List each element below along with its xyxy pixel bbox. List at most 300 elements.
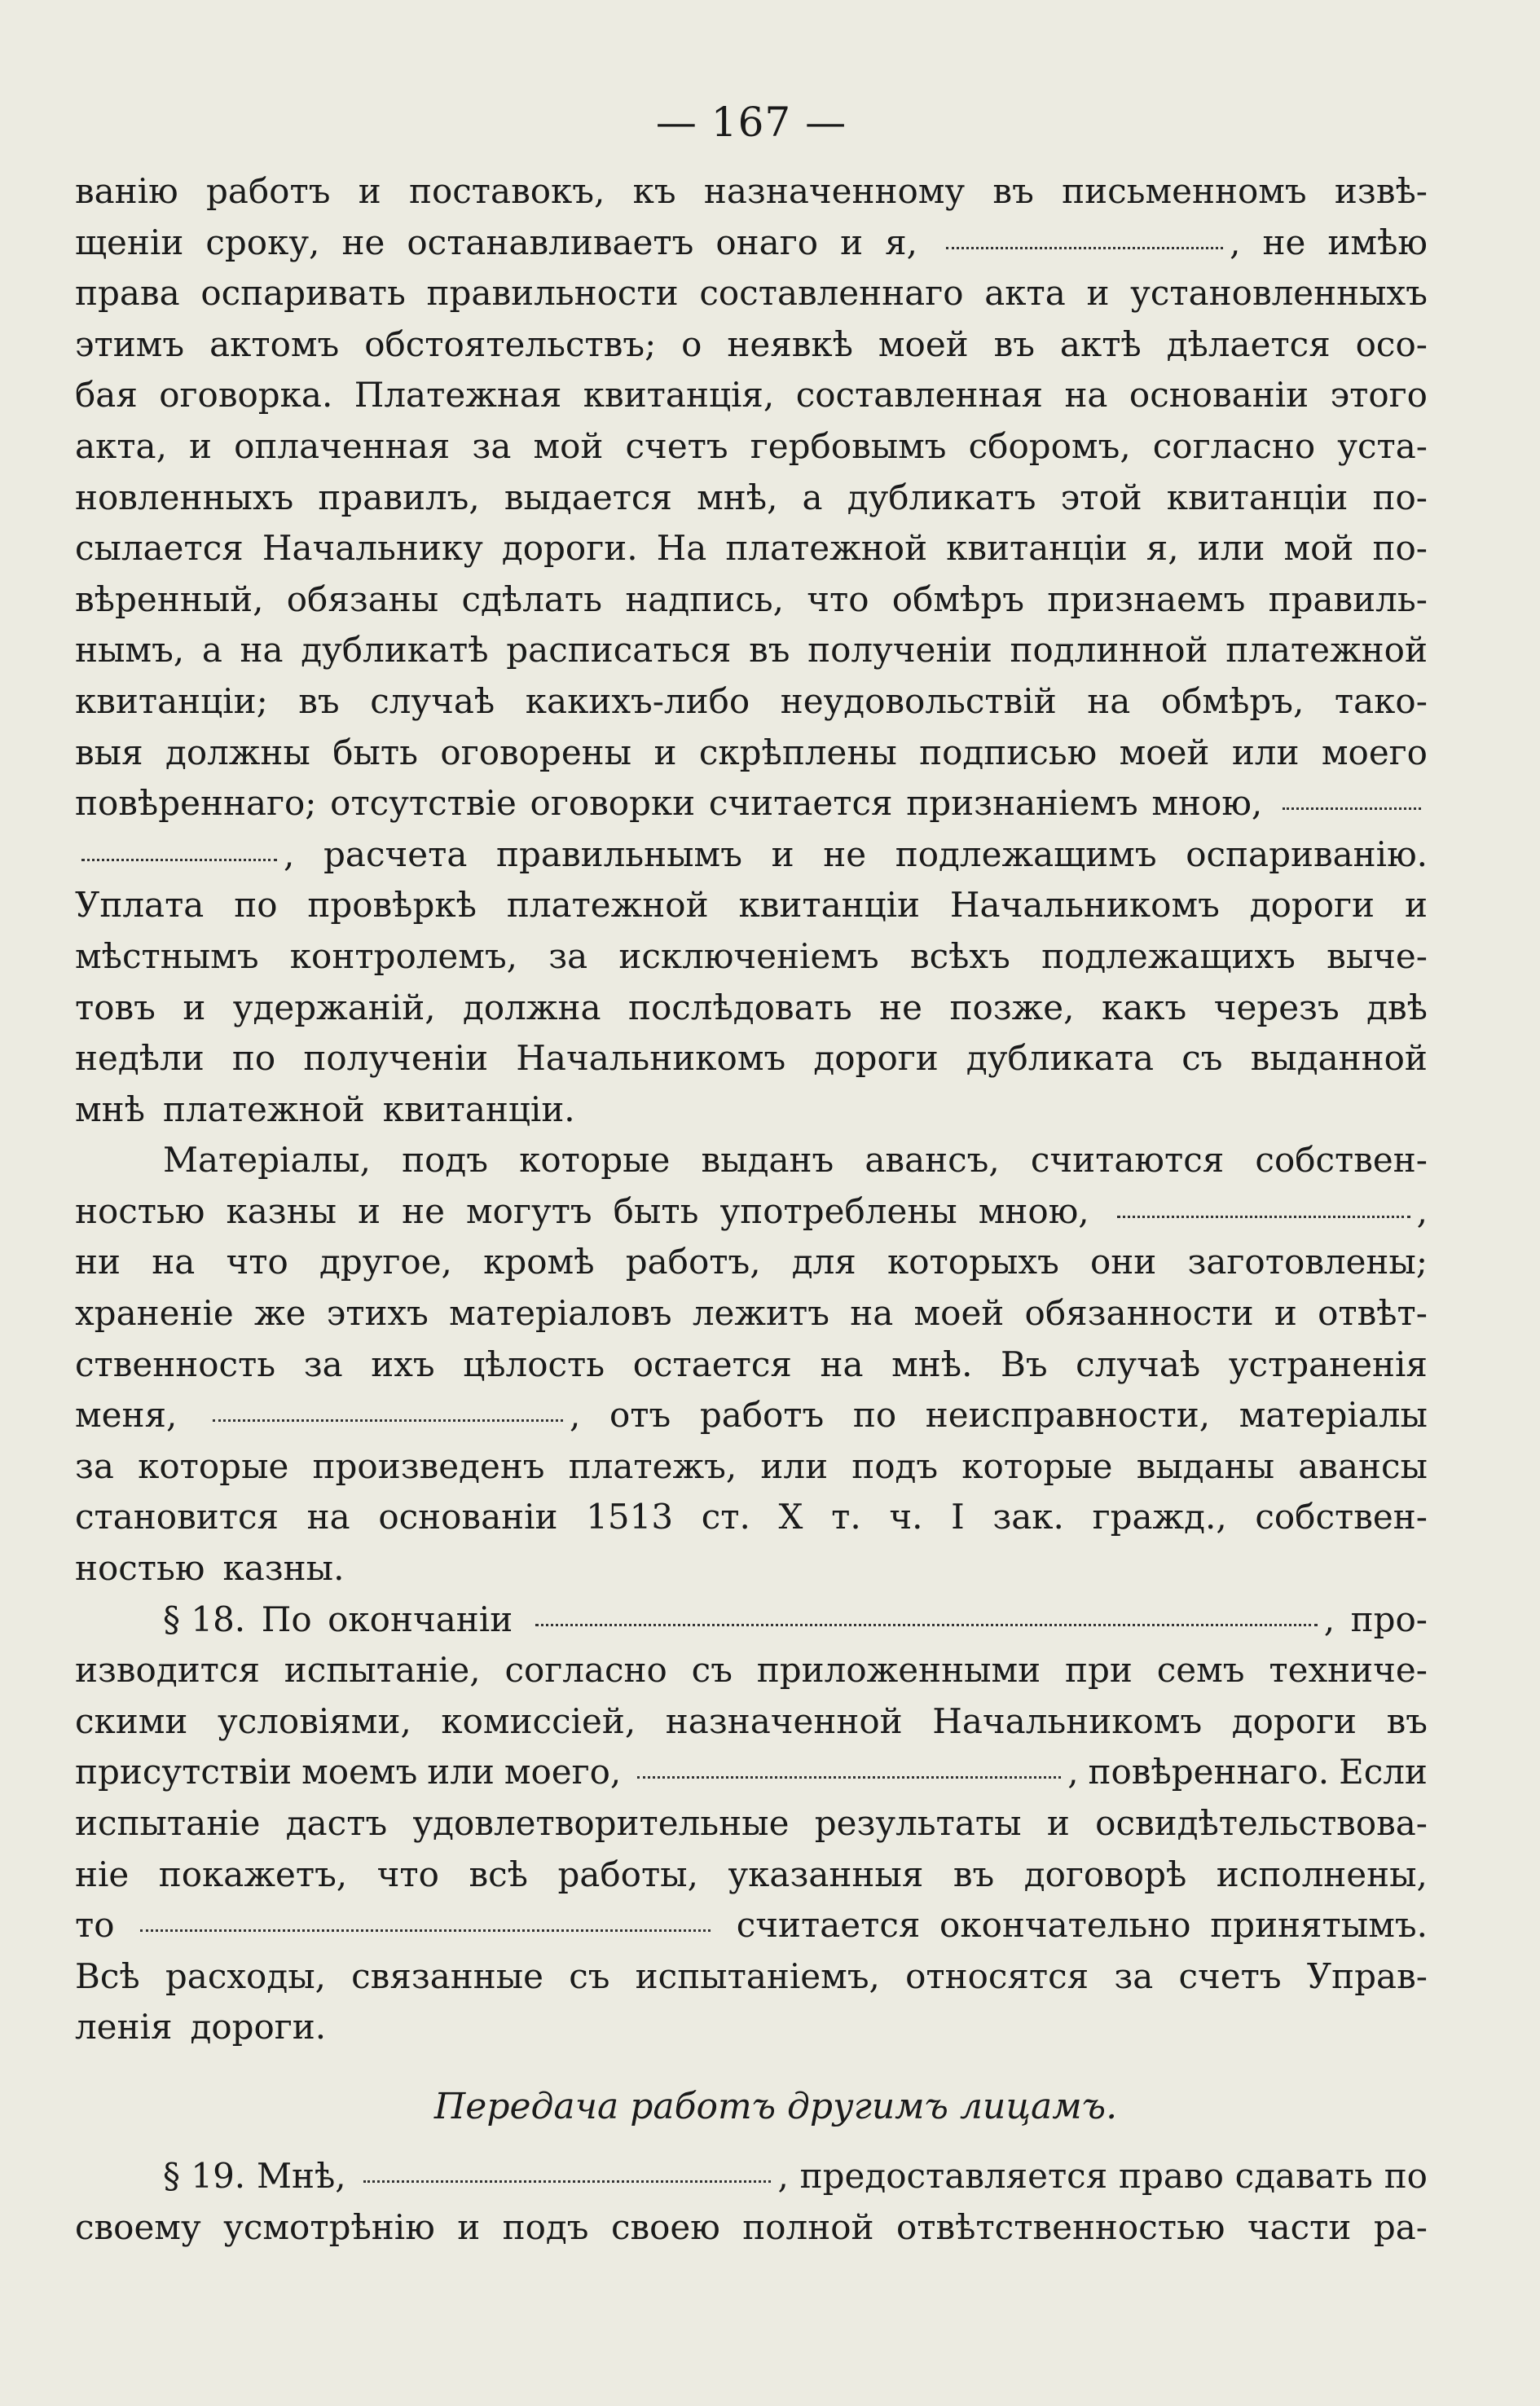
word: предоставляется [799, 2155, 1108, 2196]
word: техниче- [1269, 1650, 1428, 1691]
text-line [75, 1395, 1428, 1446]
word: я, [1146, 528, 1179, 569]
word: согласно [1152, 425, 1316, 466]
blank-fill-field: , [631, 1752, 1078, 1792]
word: на [820, 1344, 864, 1384]
word: то [75, 1905, 115, 1946]
word: которыхъ [887, 1242, 1059, 1282]
word: установленныхъ [1130, 273, 1428, 314]
word: и [1274, 1293, 1297, 1334]
word: и [653, 732, 677, 772]
text-line [75, 375, 1428, 426]
paragraph-materials [75, 1140, 1428, 1599]
word: удержаній, [232, 987, 436, 1027]
word: обмѣръ, [1160, 680, 1305, 721]
word: сроку, [205, 222, 320, 262]
word: осо- [1355, 323, 1428, 364]
word: расходы, [165, 1955, 326, 1996]
word: собствен- [1255, 1140, 1428, 1181]
word: работъ [699, 1395, 825, 1436]
text-line [75, 171, 1428, 222]
word: казны [226, 1190, 337, 1231]
text-line [75, 1599, 1428, 1651]
word: оговорки [530, 783, 696, 824]
word: дороги. [501, 528, 638, 569]
word: ихъ [371, 1344, 435, 1384]
word: ст. [701, 1497, 750, 1537]
word: къ [632, 171, 676, 211]
word: кромѣ [483, 1242, 595, 1282]
word: мой [533, 425, 604, 466]
word: работы, [557, 1854, 698, 1894]
word: товъ [75, 987, 156, 1027]
word: ственность [75, 1344, 276, 1384]
text-line [75, 1344, 1428, 1396]
word: дороги. [190, 2007, 327, 2048]
text-line [75, 2007, 1428, 2058]
word: неявкѣ [727, 323, 853, 364]
word: I [951, 1497, 965, 1537]
section-heading-transfer-of-works: Передача работъ другимъ лицамъ. [433, 2086, 1118, 2128]
word: или [1197, 528, 1265, 569]
word: что [376, 1854, 439, 1894]
word: платежной [163, 1089, 365, 1129]
text-line [75, 630, 1428, 681]
word: что [226, 1242, 288, 1282]
word: дороги [813, 1038, 939, 1079]
word: неисправности, [925, 1395, 1211, 1436]
word: основаніи [378, 1497, 558, 1537]
word: дубликата [966, 1038, 1155, 1079]
word: произведенъ [312, 1445, 545, 1486]
word: я, [885, 222, 917, 262]
word: о [681, 323, 702, 364]
word: устраненія [1228, 1344, 1428, 1384]
word: ностью [75, 1190, 205, 1231]
word: платежной [1225, 630, 1428, 671]
word: зак. [992, 1497, 1064, 1537]
word: послѣдовать [627, 987, 852, 1027]
word: выданы [1136, 1445, 1275, 1486]
word: останавливаетъ [407, 222, 694, 262]
word: отъ [609, 1395, 671, 1436]
page-number: — 167 — [655, 99, 847, 146]
word: этого [1330, 375, 1428, 416]
word: въ [993, 323, 1035, 364]
word: моего [1321, 732, 1428, 772]
word: мною, [978, 1190, 1089, 1231]
word: цѣлость [463, 1344, 605, 1384]
text-line [75, 2156, 1428, 2207]
word: становится [75, 1497, 279, 1537]
word: своему [75, 2206, 201, 2247]
word: вѣренный, [75, 578, 264, 619]
word: сдавать [1234, 2155, 1373, 2196]
word: права [75, 273, 180, 314]
word: Если [1339, 1752, 1428, 1792]
word: мнѣ. [891, 1344, 973, 1384]
word: въ [1386, 1700, 1428, 1741]
word: и [1404, 885, 1428, 926]
word: квитанціи; [75, 680, 268, 721]
word: случаѣ [370, 680, 495, 721]
text-line [75, 834, 1428, 886]
text-line [75, 1905, 1428, 1956]
word: ч. [889, 1497, 923, 1537]
word: или [427, 1752, 495, 1792]
word: окончательно [939, 1905, 1191, 1946]
word: и [840, 222, 864, 262]
word: быть [613, 1190, 699, 1231]
word: по [1384, 2155, 1428, 2196]
word: моемъ [301, 1752, 418, 1792]
word: X [778, 1497, 803, 1537]
word: которые [519, 1140, 671, 1181]
text-line [75, 1752, 1428, 1803]
word: въ [992, 171, 1034, 211]
text-line [75, 1038, 1428, 1089]
word: испытаніе [75, 1803, 261, 1843]
paragraph-payment-receipt [75, 171, 1428, 1140]
word: освидѣтельствова- [1095, 1803, 1428, 1843]
word: недѣли [75, 1038, 205, 1079]
word: Мнѣ, [256, 2155, 346, 2196]
word: при [1065, 1650, 1133, 1691]
word: приложенными [756, 1650, 1041, 1691]
word: результаты [814, 1803, 1022, 1843]
word: покажетъ, [158, 1854, 348, 1894]
word: и [771, 834, 794, 874]
word: за [1114, 1955, 1154, 1996]
text-line [75, 1293, 1428, 1344]
word: этихъ [326, 1293, 429, 1334]
word: обмѣръ [891, 578, 1024, 619]
word: на [1064, 375, 1108, 416]
word: относятся [905, 1955, 1089, 1996]
word: Уплата [75, 885, 205, 926]
word: квитанціи [738, 885, 921, 926]
word: моего, [504, 1752, 622, 1792]
text-line [75, 732, 1428, 784]
word: ностью [75, 1548, 205, 1589]
word: основаніи [1129, 375, 1309, 416]
text-line [75, 324, 1428, 376]
text-line [75, 1140, 1428, 1191]
word: про- [1350, 1599, 1428, 1639]
word: отсутствіе [330, 783, 517, 824]
word: выдается [504, 477, 672, 517]
word: 1513 [586, 1497, 674, 1537]
word: испытаніемъ, [635, 1955, 880, 1996]
blank-fill-field: , [75, 834, 294, 874]
word: правилъ, [318, 477, 480, 517]
word: повѣреннаго. [1088, 1752, 1330, 1792]
word: ленія [75, 2007, 173, 2048]
word: матеріаловъ [449, 1293, 672, 1334]
word: повѣреннаго; [75, 783, 317, 824]
word: въ [298, 680, 340, 721]
word: должны [165, 732, 310, 772]
word: Платежная [354, 375, 562, 416]
word: полной [742, 2206, 874, 2247]
word: случаѣ [1076, 1344, 1201, 1384]
word: Начальнику [262, 528, 483, 569]
word: за [548, 935, 588, 976]
word: и [358, 171, 381, 211]
word: мнѣ, [697, 477, 778, 517]
word: черезъ [1213, 987, 1340, 1027]
word: по [234, 885, 278, 926]
word: работъ [205, 171, 331, 211]
word: авансъ, [865, 1140, 1000, 1181]
word: сдѣлать [461, 578, 603, 619]
word: дороги [1249, 885, 1375, 926]
word: съ [1181, 1038, 1223, 1079]
word: удовлетворительные [412, 1803, 790, 1843]
word: на [240, 630, 284, 671]
word: мѣстнымъ [75, 935, 259, 976]
word: сборомъ, [968, 425, 1131, 466]
word: ни [75, 1242, 121, 1282]
word: лежитъ [692, 1293, 829, 1334]
word: подъ [851, 1445, 939, 1486]
word: всѣ [469, 1854, 528, 1894]
word: подъ [402, 1140, 488, 1181]
word: комиссіей, [441, 1700, 636, 1741]
word: остается [632, 1344, 792, 1384]
word: должна [463, 987, 601, 1027]
word: работъ, [625, 1242, 761, 1282]
word: не [1262, 222, 1306, 262]
word: подписью [919, 732, 1098, 772]
text-line [75, 1701, 1428, 1753]
word: На [656, 528, 707, 569]
word: признаніемъ [906, 783, 1138, 824]
word: моей [1119, 732, 1210, 772]
word: онаго [715, 222, 819, 262]
blank-fill-field [134, 1905, 717, 1945]
word: ніе [75, 1854, 130, 1894]
word: для [791, 1242, 856, 1282]
word: квитанціи [946, 528, 1128, 569]
word: Матеріалы, [163, 1140, 371, 1181]
word: надпись, [625, 578, 784, 619]
word: на [306, 1497, 350, 1537]
word: которые [961, 1445, 1113, 1486]
word: дастъ [285, 1803, 388, 1843]
word: ра- [1373, 2206, 1428, 2247]
word: признаемъ [1047, 578, 1246, 619]
word: по [852, 1395, 897, 1436]
word: составленнаго [699, 273, 964, 314]
word: правильности [426, 273, 679, 314]
text-line [75, 1803, 1428, 1854]
paragraph-section-18 [75, 1599, 1428, 2058]
word: дороги [1231, 1700, 1357, 1741]
word: какъ [1101, 987, 1187, 1027]
text-line [75, 1446, 1428, 1498]
word: По [261, 1599, 312, 1639]
text-line [75, 222, 1428, 274]
word: назначенной [665, 1700, 903, 1741]
word: расписаться [506, 630, 732, 671]
word: и [457, 2206, 481, 2247]
word: считается [708, 783, 893, 824]
word: т. [831, 1497, 861, 1537]
word: этой [1060, 477, 1142, 517]
text-line [75, 528, 1428, 579]
word: оговорка. [159, 375, 333, 416]
word: на [1087, 680, 1131, 721]
word: всѣхъ [909, 935, 1010, 976]
word: по- [1372, 477, 1428, 517]
word: скрѣплены [698, 732, 897, 772]
word: или [1231, 732, 1300, 772]
word: за [472, 425, 512, 466]
word: могутъ [466, 1190, 592, 1231]
word: выя [75, 732, 143, 772]
word: меня, [75, 1395, 178, 1436]
word: оговорены [440, 732, 632, 772]
word: на [850, 1293, 894, 1334]
word: право [1119, 2155, 1224, 2196]
word: и [189, 425, 213, 466]
word: уста- [1337, 425, 1428, 466]
word: договорѣ [1023, 1854, 1187, 1894]
text-line [75, 273, 1428, 324]
word: акта, [75, 425, 167, 466]
word: § 19. [163, 2155, 246, 2196]
blank-fill-field: , [939, 222, 1240, 262]
word: квитанціи. [382, 1089, 575, 1129]
blank-fill-field: , [357, 2156, 788, 2196]
word: обязанности [1024, 1293, 1254, 1334]
text-line [75, 936, 1428, 987]
text-line [75, 477, 1428, 529]
word: выче- [1327, 935, 1428, 976]
text-line [75, 2207, 1428, 2259]
text-line [75, 1089, 1428, 1141]
word: платежной [725, 528, 928, 569]
word: что [807, 578, 869, 619]
word: двѣ [1366, 987, 1428, 1027]
word: авансы [1298, 1445, 1428, 1486]
word: изводится [75, 1650, 260, 1691]
word: моей [878, 323, 969, 364]
blank-fill-field [1276, 783, 1428, 823]
word: согласно [504, 1650, 667, 1691]
word: Начальникомъ [949, 885, 1220, 926]
word: подлежащимъ [895, 834, 1157, 874]
word: считается [736, 1905, 921, 1946]
word: связанные [351, 1955, 544, 1996]
word: казны. [222, 1548, 345, 1589]
word: быть [332, 732, 419, 772]
word: окончаніи [328, 1599, 513, 1639]
word: исключеніемъ [618, 935, 879, 976]
word: подлинной [1010, 630, 1208, 671]
word: указанныя [728, 1854, 924, 1894]
word: выданной [1250, 1038, 1428, 1079]
word: неудовольствій [780, 680, 1057, 721]
word: дубликатѣ [301, 630, 489, 671]
text-line [75, 987, 1428, 1039]
word: не [879, 987, 923, 1027]
word: дѣлается [1166, 323, 1331, 364]
word: акта [984, 273, 1066, 314]
word: Начальникомъ [932, 1700, 1203, 1741]
word: письменномъ [1062, 171, 1307, 211]
word: новленныхъ [75, 477, 294, 517]
word: по [231, 1038, 276, 1079]
word: назначенному [703, 171, 966, 211]
word: сылается [75, 528, 244, 569]
word: за [75, 1445, 114, 1486]
word: съ [569, 1955, 610, 1996]
word: позже, [949, 987, 1075, 1027]
word: или [760, 1445, 829, 1486]
word: отвѣтственностью [895, 2206, 1225, 2247]
word: дубликатъ [847, 477, 1036, 517]
word: бая [75, 375, 138, 416]
word: квитанція, [583, 375, 775, 416]
word: правильнымъ [496, 834, 742, 874]
word: имѣю [1327, 222, 1428, 262]
text-line [75, 1956, 1428, 2008]
word: собствен- [1255, 1497, 1428, 1537]
word: этимъ [75, 323, 185, 364]
word: правиль- [1268, 578, 1428, 619]
word: храненіе [75, 1293, 234, 1334]
blank-fill-field: , [529, 1599, 1335, 1639]
word: полученіи [807, 630, 992, 671]
word: своею [610, 2206, 720, 2247]
word: составленная [795, 375, 1043, 416]
word: въ [749, 630, 790, 671]
word: обстоятельствъ; [364, 323, 657, 364]
word: нымъ, [75, 630, 185, 671]
word: заготовлены; [1187, 1242, 1428, 1282]
word: какихъ-либо [525, 680, 750, 721]
word: же [253, 1293, 306, 1334]
word: скими [75, 1700, 188, 1741]
word: употреблены [719, 1190, 957, 1231]
word: они [1090, 1242, 1157, 1282]
word: съ [691, 1650, 733, 1691]
word: полученіи [303, 1038, 489, 1079]
word: по- [1372, 528, 1428, 569]
word: подлежащихъ [1041, 935, 1296, 976]
blank-fill-field: , [206, 1395, 580, 1435]
word: платежъ, [568, 1445, 737, 1486]
document-page [75, 90, 1428, 2258]
text-line [75, 783, 1428, 834]
word: актомъ [209, 323, 340, 364]
word: принятымъ. [1210, 1905, 1428, 1946]
word: другое, [319, 1242, 452, 1282]
word: квитанціи [1166, 477, 1349, 517]
word: не [341, 222, 385, 262]
word: не [823, 834, 867, 874]
word: выданъ [701, 1140, 834, 1181]
word: гражд., [1092, 1497, 1227, 1537]
word: § 18. [163, 1599, 246, 1639]
text-line [75, 681, 1428, 732]
text-line [75, 1650, 1428, 1701]
word: испытаніе, [284, 1650, 481, 1691]
word: считаются [1030, 1140, 1225, 1181]
paragraph-section-19 [75, 2156, 1428, 2258]
